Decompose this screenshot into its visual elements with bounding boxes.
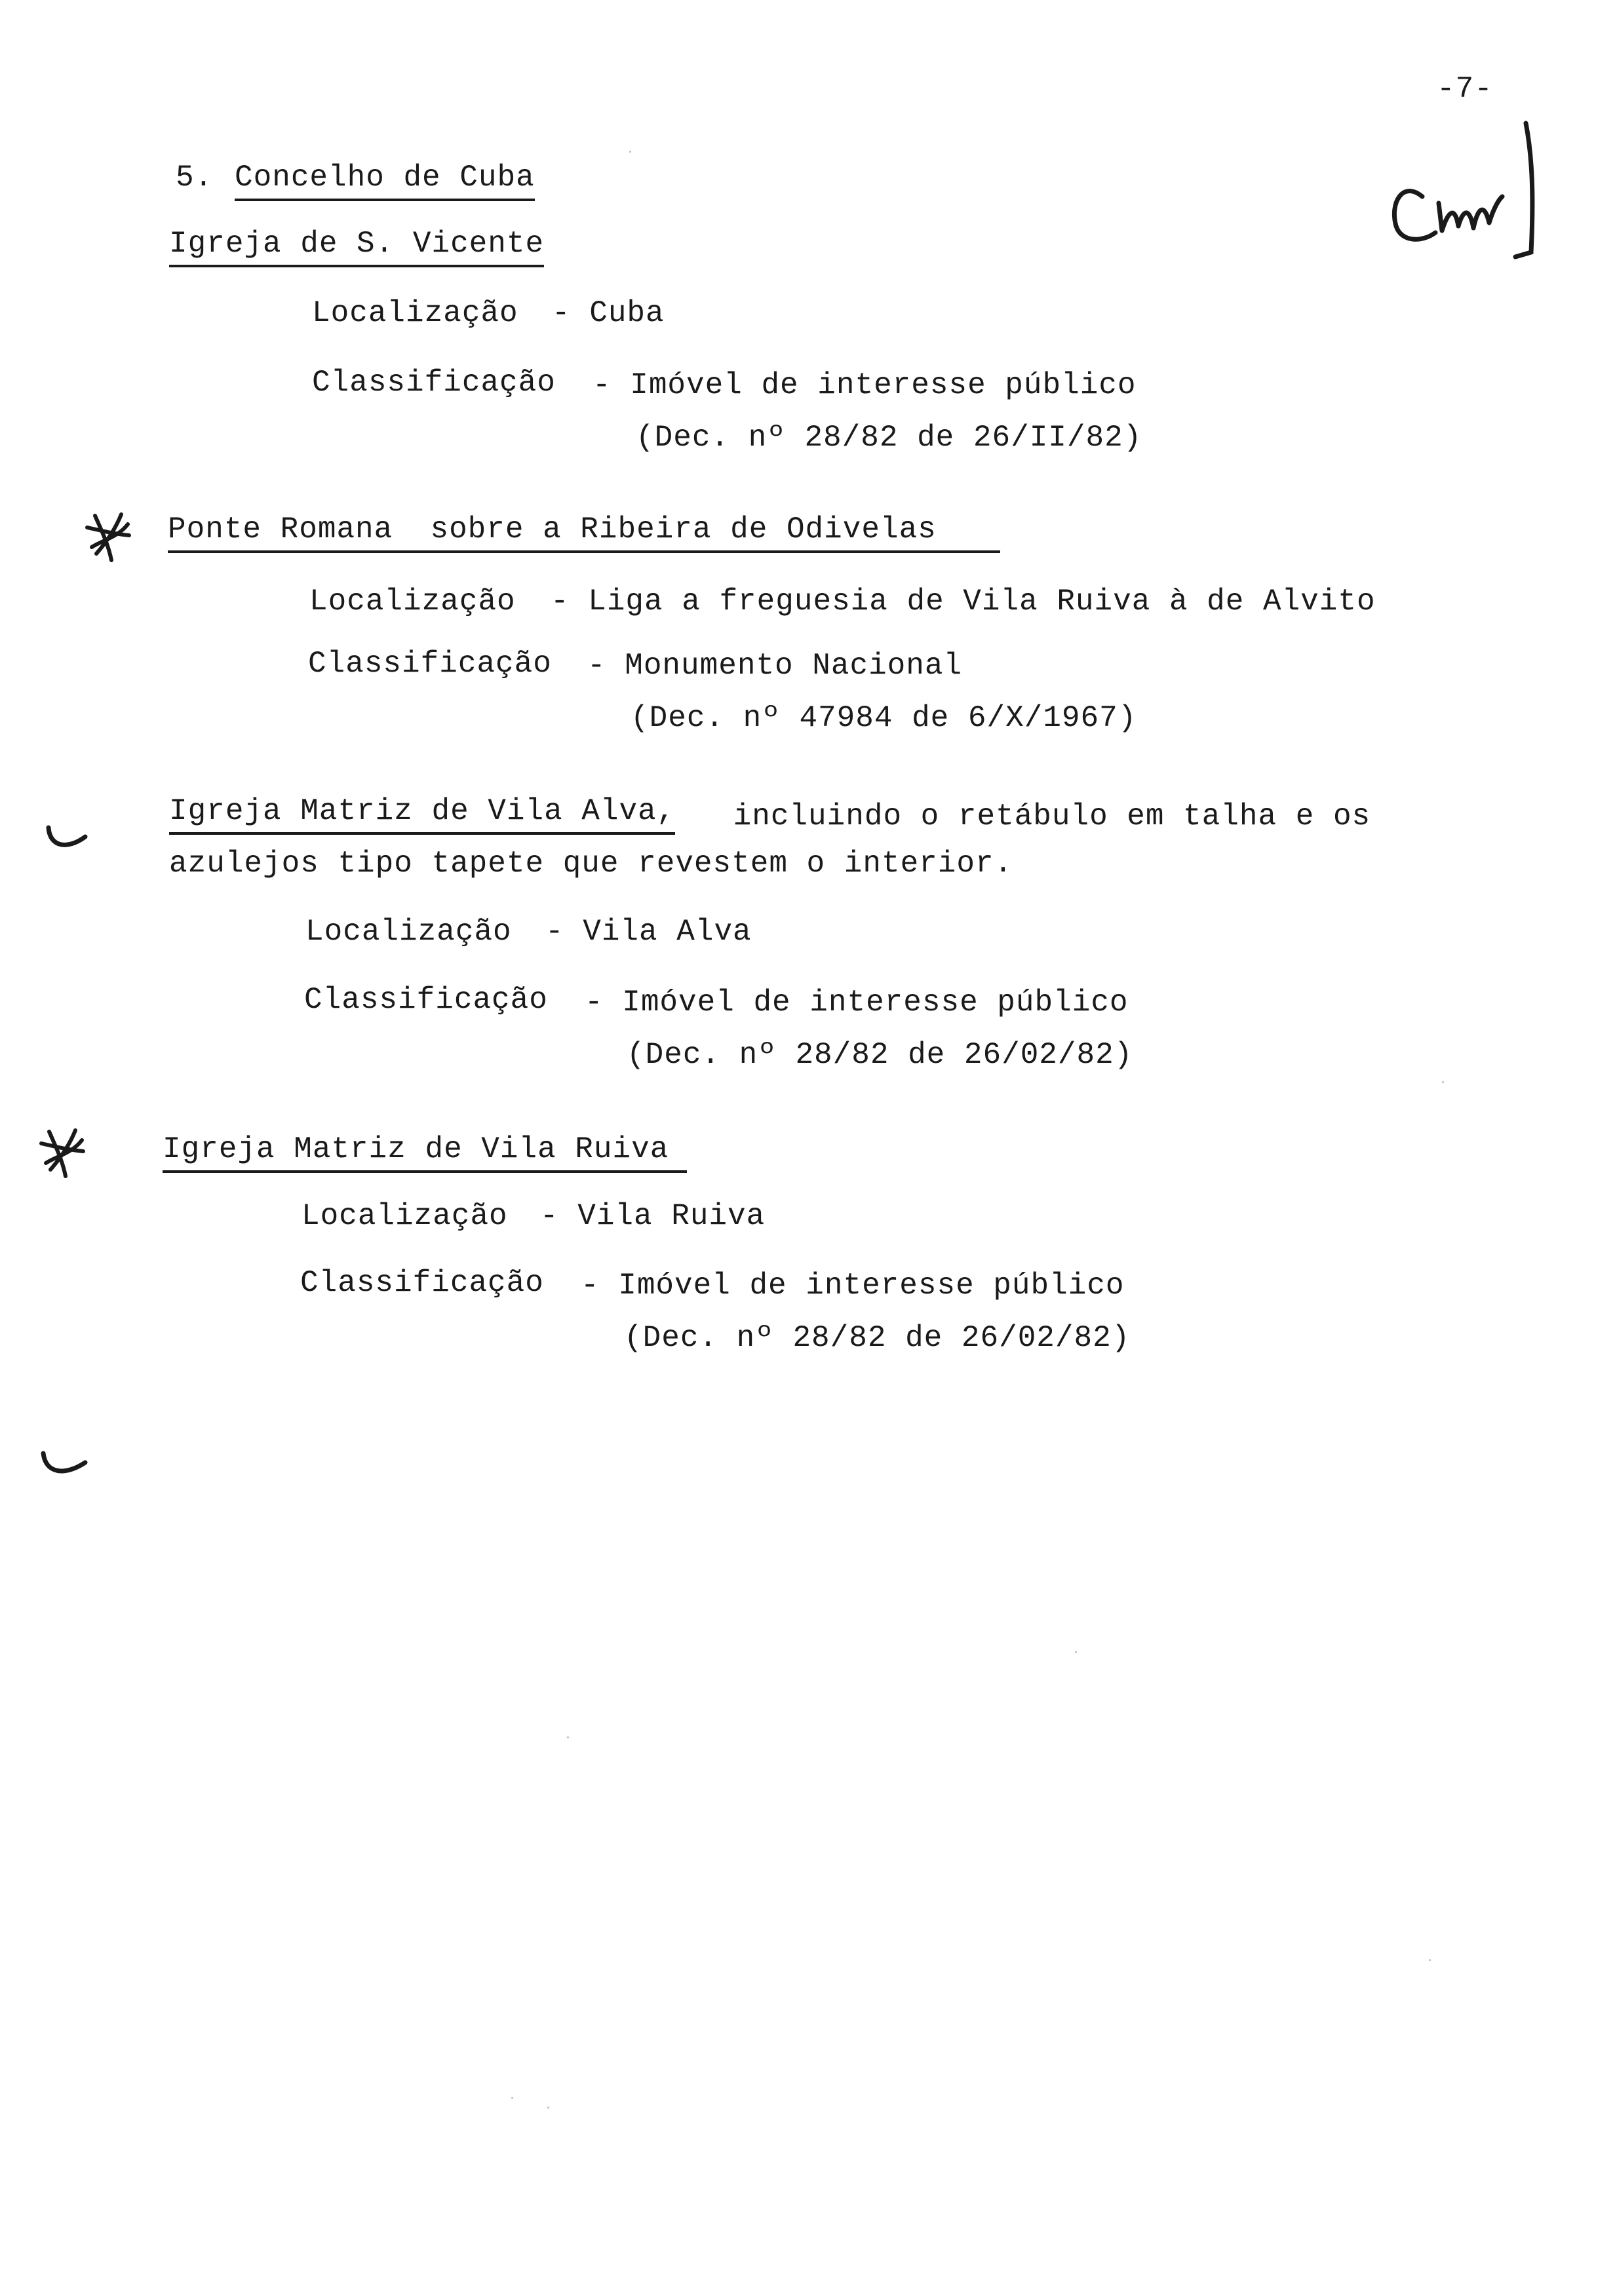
scan-speck [1442,1081,1444,1083]
entry-title: Ponte Romana sobre a Ribeira de Odivelas [168,511,1000,553]
entry-title: Igreja Matriz de Vila Alva, [169,793,675,835]
check-mark [39,1448,92,1481]
section-title: Concelho de Cuba [235,159,535,201]
scan-speck [1075,1651,1077,1653]
location-value: - Liga a freguesia de Vila Ruiva à de Alvito [551,584,1376,619]
scan-speck [547,2107,549,2109]
section-number: 5. [176,161,214,195]
classification-label: Classificação [312,366,556,400]
location-label: Localização [312,296,518,330]
location-label: Localização [305,915,512,949]
entry-title: Igreja Matriz de Vila Ruiva [163,1131,687,1173]
location-value: - Vila Ruiva [540,1199,766,1233]
location-label: Localização [309,584,516,619]
classification-value: - Imóvel de interesse público [581,1269,1125,1303]
scan-speck [511,2097,513,2099]
classification-label: Classificação [308,647,552,681]
location-value: - Vila Alva [545,915,752,949]
scan-speck [567,1736,569,1738]
entry-title: Igreja de S. Vicente [169,225,544,267]
asterisk-mark [36,1124,88,1183]
handwritten-initials [1376,118,1547,262]
location-value: - Cuba [552,296,665,330]
classification-value: - Imóvel de interesse público [585,985,1129,1020]
page-number: -7- [1437,72,1493,106]
scan-speck [1429,1959,1431,1961]
classification-value: - Monumento Nacional [587,649,963,683]
decree-reference: (Dec. nº 28/82 de 26/II/82) [636,421,1142,455]
decree-reference: (Dec. nº 28/82 de 26/02/82) [624,1321,1131,1355]
classification-label: Classificação [300,1266,544,1300]
scan-speck [629,151,631,153]
classification-value: - Imóvel de interesse público [593,368,1137,402]
decree-reference: (Dec. nº 28/82 de 26/02/82) [627,1038,1133,1072]
asterisk-mark [82,508,134,567]
entry-title-line2: azulejos tipo tapete que revestem o interior. [169,847,1013,881]
location-label: Localização [302,1199,508,1233]
classification-label: Classificação [304,983,548,1017]
entry-title-continuation: incluindo o retábulo em talha e os [714,799,1371,833]
decree-reference: (Dec. nº 47984 de 6/X/1967) [631,701,1137,735]
check-mark [45,822,90,855]
